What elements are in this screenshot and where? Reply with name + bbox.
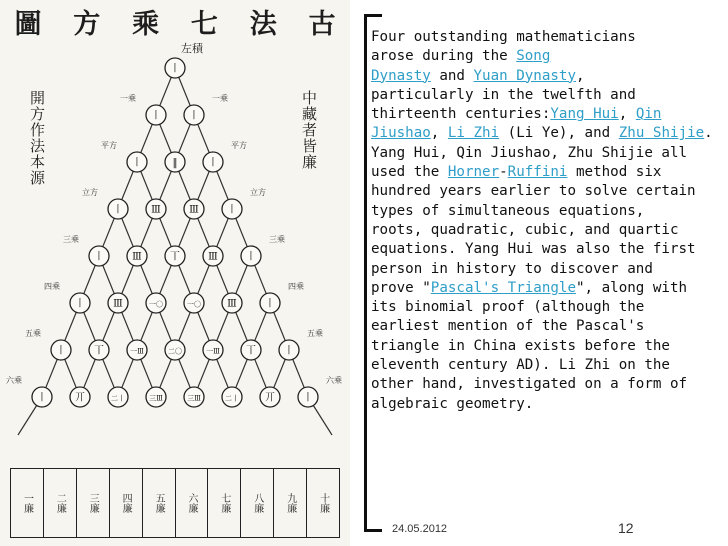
rod-numeral: 丨 xyxy=(132,157,142,169)
rod-numeral: 丨 xyxy=(75,298,85,310)
rod-numeral: 丌 xyxy=(265,392,275,404)
link-li-zhi[interactable]: Li Zhi xyxy=(447,125,500,142)
rod-numeral: 丨 xyxy=(151,110,161,122)
footer-date: 24.05.2012 xyxy=(392,523,448,535)
yang-hui-triangle-image xyxy=(0,0,350,546)
coefficient-box-text: 七廉 xyxy=(218,493,230,513)
page-number: 12 xyxy=(618,520,634,536)
body-paragraph: Four outstanding mathematicians arose during the Song Dynasty and Yuan Dynasty, particularly in the twelfth and thirteenth centuries:Yang Hui, Qin Jiushao, Li Zhi (Li Ye), and Zhu Shijie. Yang Hui, Qin Jiushao, Zhu Shijie all used the Horner-Ruffini method six hundred years earlier to solve certain types of simultaneous equations, roots, quadratic, cubic, and quartic equations. Yang Hui was also the first person in history to discover and prove "Pascal's Triangle", along with its binomial proof (although the earliest mention of the Pascal's triangle in China exists before the eleventh century AD). Li Zhi on the other hand, investigated on a form of algebraic geometry. xyxy=(371,29,713,412)
rod-numeral: 丅 xyxy=(94,345,104,357)
row-note-left: 平方 xyxy=(101,141,117,150)
rod-numeral: 丌 xyxy=(75,392,85,404)
coefficient-box-text: 四廉 xyxy=(120,493,132,513)
rod-numeral: 丨 xyxy=(303,392,313,404)
coefficient-box xyxy=(11,469,44,537)
header-char: 乘 xyxy=(132,8,160,40)
rod-numeral: 一〇 xyxy=(149,300,163,309)
rod-numeral: 丅 xyxy=(170,251,180,263)
link-qin-jiushao[interactable]: Qin Jiushao xyxy=(371,106,662,142)
row-note-right: 一乘 xyxy=(212,94,228,103)
row-note-left: 一乘 xyxy=(120,94,136,103)
rod-numeral: ‖ xyxy=(172,157,178,169)
rod-numeral: Ⅲ xyxy=(189,204,199,216)
coefficient-box xyxy=(241,469,274,537)
coefficient-box-text: 八廉 xyxy=(251,493,263,513)
header-char: 方 xyxy=(73,8,101,40)
coefficient-box xyxy=(143,469,176,537)
coefficient-box-text: 三廉 xyxy=(87,493,99,513)
link-song-dynasty[interactable]: Song Dynasty xyxy=(371,48,551,84)
coefficient-box-text: 二廉 xyxy=(54,493,66,513)
coefficient-box xyxy=(307,469,339,537)
rod-numeral: 一Ⅲ xyxy=(130,347,144,356)
row-note-right: 三乘 xyxy=(269,235,285,244)
rod-numeral: 丨 xyxy=(56,345,66,357)
link-pascals-triangle[interactable]: Pascal's Triangle xyxy=(430,279,577,296)
rod-numeral: 一Ⅲ xyxy=(206,347,220,356)
rod-numeral: 丨 xyxy=(170,63,180,75)
row-note-left: 三乘 xyxy=(63,235,79,244)
coefficient-box xyxy=(110,469,143,537)
header-char: 古 xyxy=(308,8,336,40)
rod-numeral: 丨 xyxy=(37,392,47,404)
rod-numeral: 丨 xyxy=(265,298,275,310)
rod-numeral: 丨 xyxy=(113,204,123,216)
link-zhu-shijie[interactable]: Zhu Shijie xyxy=(618,125,705,142)
rod-numeral: 二丨 xyxy=(111,394,125,403)
coefficient-box xyxy=(77,469,110,537)
coefficient-box xyxy=(44,469,77,537)
row-note-left: 六乘 xyxy=(6,376,22,385)
coefficient-box xyxy=(208,469,241,537)
rod-numeral: 丨 xyxy=(94,251,104,263)
row-note-right: 六乘 xyxy=(326,376,342,385)
row-note-left: 四乘 xyxy=(44,282,60,291)
rod-numeral: Ⅲ xyxy=(208,251,218,263)
row-note-left: 立方 xyxy=(82,188,98,197)
coefficient-box-text: 十廉 xyxy=(317,493,329,513)
row-note-right: 平方 xyxy=(231,141,247,150)
header-char: 七 xyxy=(190,8,218,40)
coefficient-box-text: 一廉 xyxy=(21,493,33,513)
row-note-right: 五乘 xyxy=(307,329,323,338)
link-yang-hui[interactable]: Yang Hui xyxy=(550,106,619,123)
rod-numeral: 丨 xyxy=(284,345,294,357)
header-char: 圖 xyxy=(14,8,42,40)
image-header xyxy=(8,4,342,38)
rod-numeral: 丨 xyxy=(227,204,237,216)
bottom-coefficient-boxes xyxy=(10,468,340,538)
coefficient-box-text: 六廉 xyxy=(185,493,197,513)
row-note-right: 立方 xyxy=(250,188,266,197)
rod-numeral: Ⅲ xyxy=(132,251,142,263)
rod-numeral: Ⅲ xyxy=(113,298,123,310)
side-label-left: 開方作法本源 xyxy=(28,90,46,186)
link-horner[interactable]: Horner xyxy=(447,164,500,181)
header-char: 法 xyxy=(249,8,277,40)
rod-numeral: 丨 xyxy=(189,110,199,122)
rod-numeral: 三Ⅲ xyxy=(149,394,163,403)
link-yuan-dynasty[interactable]: Yuan Dynasty xyxy=(473,67,577,84)
coefficient-box xyxy=(274,469,307,537)
row-note-right: 四乘 xyxy=(288,282,304,291)
rod-numeral: Ⅲ xyxy=(151,204,161,216)
triangle-lattice xyxy=(0,40,350,465)
rod-numeral: 三Ⅲ xyxy=(187,394,201,403)
coefficient-box-text: 九廉 xyxy=(284,493,296,513)
row-note-left: 五乘 xyxy=(25,329,41,338)
rod-numeral: 丨 xyxy=(208,157,218,169)
apex-label: 左積 xyxy=(181,42,203,55)
rod-numeral: 丅 xyxy=(246,345,256,357)
coefficient-box-text: 五廉 xyxy=(153,493,165,513)
rod-numeral: 二〇 xyxy=(168,347,182,356)
rod-numeral: Ⅲ xyxy=(227,298,237,310)
rod-numeral: 二丨 xyxy=(225,394,239,403)
rod-numeral: 一〇 xyxy=(187,300,201,309)
rod-numeral: 丨 xyxy=(246,251,256,263)
coefficient-box xyxy=(176,469,209,537)
link-ruffini[interactable]: Ruffini xyxy=(507,164,568,181)
side-label-right: 中藏者皆廉 xyxy=(300,90,318,170)
